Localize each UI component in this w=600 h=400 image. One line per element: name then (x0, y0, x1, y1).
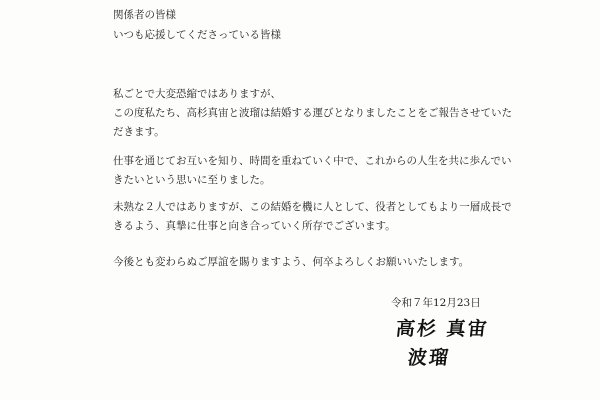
paragraph-line: 今後とも変わらぬご厚誼を賜りますよう、何卒よろしくお願いいたします。 (113, 256, 470, 268)
paragraph-line: だきます。 (113, 126, 165, 138)
letter-date: 令和７年12月23日 (391, 297, 481, 309)
salutation-line: 関係者の皆様 (113, 9, 176, 21)
paragraph-closing (113, 253, 469, 272)
paragraph-resolution (113, 198, 512, 236)
salutation-line: いつも応援してくださっている皆様 (113, 29, 281, 41)
salutation (113, 5, 281, 45)
paragraph-background (113, 152, 512, 190)
paragraph-line: 未熟な２人ではありますが、この結婚を機に人として、役者としてもより一層成長で (113, 201, 512, 213)
paragraph-line: きたいという思いに至りました。 (113, 174, 271, 186)
paragraph-line: 仕事を通じてお互いを知り、時間を重ねていく中で、これからの人生を共に歩んでい (113, 155, 512, 167)
signature-haru: 波瑠 (406, 347, 452, 369)
signature-takasugi: 高杉 真宙 (394, 318, 490, 340)
paragraph-line: この度私たち、高杉真宙と波瑠は結婚する運びとなりましたことをご報告させていた (113, 107, 512, 119)
paragraph-announcement (113, 85, 512, 142)
paragraph-line: きるよう、真摯に仕事と向き合っていく所存でございます。 (113, 220, 396, 232)
paragraph-line: 私ごとで大変恐縮ではありますが、 (113, 88, 281, 100)
